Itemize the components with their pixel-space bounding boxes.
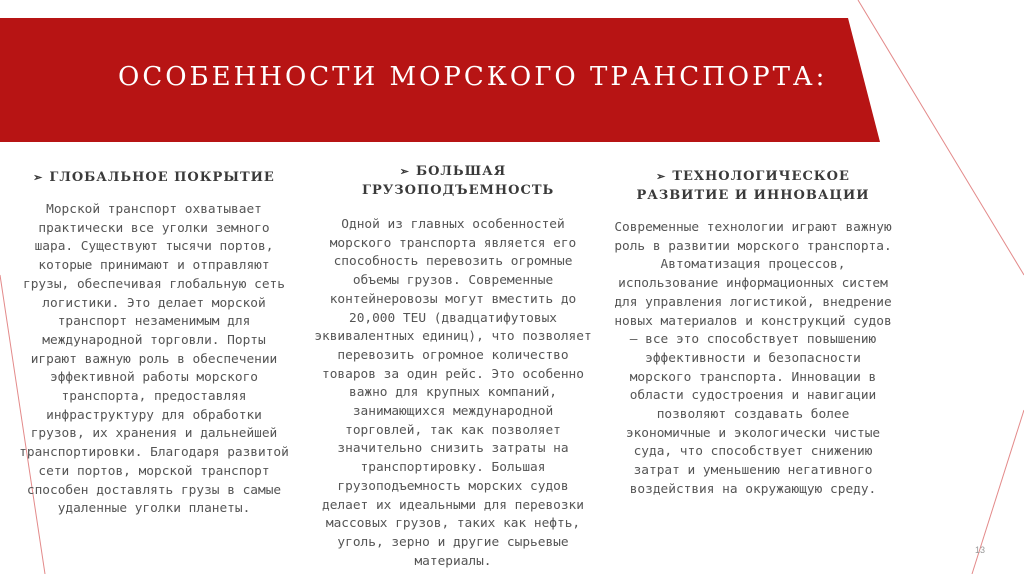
page-number: 13 — [975, 545, 986, 555]
column-technology — [614, 167, 892, 500]
column-heading: ➢ ТЕХНОЛОГИЧЕСКОЕ РАЗВИТИЕ И ИННОВАЦИИ — [636, 169, 870, 203]
column-global-coverage — [18, 168, 290, 519]
column-body: Одной из главных особенностей морского транспорта является его способность перевозить огромные объемы грузов. Современные контейнеровозы могут вместить до 20,000 TEU (двадцатифутовых эквивалентных единиц), что позволяет перевозить огромное количество товаров за один рейс. Это особенно важно для крупных компаний, занимающихся международной торговлей, так как позволяет значительно снизить затраты на транспортировку. Большая грузоподъемность морских судов делает их идеальными для перевозки массовых грузов, таких как нефть, уголь, зерно и другие сырьевые материалы. — [314, 217, 592, 569]
column-heading: ➢ ГЛОБАЛЬНОЕ ПОКРЫТИЕ — [33, 170, 275, 185]
column-capacity — [312, 162, 594, 571]
column-heading: ➢ БОЛЬШАЯ ГРУЗОПОДЪЕМНОСТЬ — [362, 164, 555, 198]
arrow-bullet-icon: ➢ — [399, 165, 410, 178]
slide-title: ОСОБЕННОСТИ МОРСКОГО ТРАНСПОРТА: — [118, 62, 828, 92]
arrow-bullet-icon: ➢ — [33, 171, 44, 184]
arrow-bullet-icon: ➢ — [656, 170, 667, 183]
column-body: Морской транспорт охватывает практически все уголки земного шара. Существуют тысячи портов, которые принимают и отправляют грузы, обеспечивая глобальную сеть логистики. Это делает морской транспорт незаменимым для международной торговли. Порты играют важную роль в обеспечении эффективной работы морского транспорта, предоставляя инфраструктуру для обработки грузов, их хранения и дальнейшей транспортировки. Благодаря развитой сети портов, морской транспорт способен доставлять грузы в самые удаленные уголки планеты. — [19, 202, 289, 517]
column-body: Современные технологии играют важную роль в развитии морского транспорта. Автоматизация процессов, использование информационных систем для управления логистикой, внедрение новых материалов и конструкций судов — все это способствует повышению эффективности и безопасности морского транспорта. Инновации в области судостроения и навигации позволяют создавать более экономичные и экологически чистые суда, что способствует снижению затрат и уменьшению негативного воздействия на окружающую среду. — [614, 220, 892, 497]
